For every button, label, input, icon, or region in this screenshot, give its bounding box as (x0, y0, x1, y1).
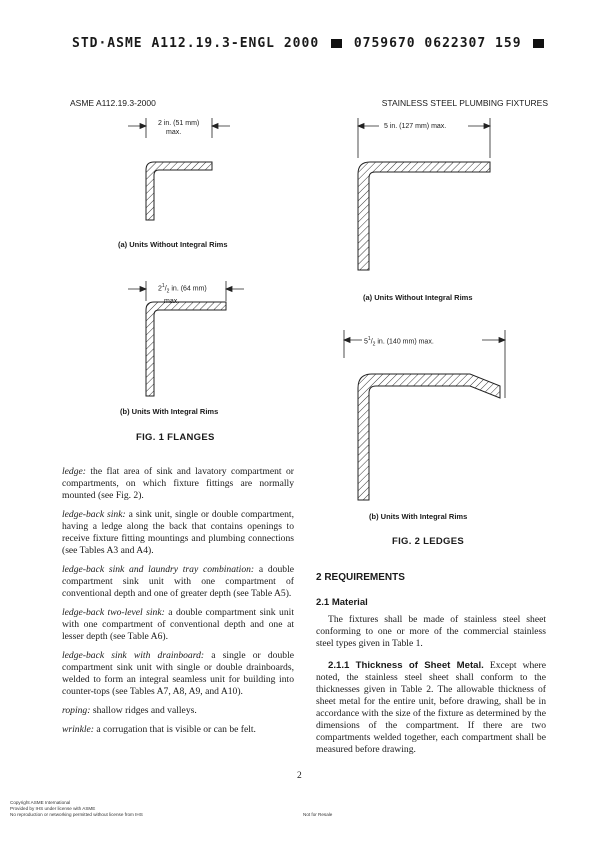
fig1a-dimension-label: 2 in. (51 mm) max. (158, 120, 200, 136)
fig2a-ledge-drawing (358, 162, 490, 270)
fig1-title: FIG. 1 FLANGES (136, 432, 215, 443)
stamp-codes: 0759670 0622307 159 (353, 36, 522, 51)
section-heading-material: 2.1 Material (316, 597, 368, 608)
definition-item: ledge-back sink with drainboard: a single or double compartment sink unit with single or double drainboards, welded to form an integral seamless unit for building into counter-tops (see Tables A7, A8, A9, and A10). (62, 650, 295, 697)
fig1a-flange-drawing (146, 162, 212, 220)
running-header-right: STAINLESS STEEL PLUMBING FIXTURES (381, 98, 548, 108)
definition-item: ledge-back sink and laundry tray combination: a double compartment sink unit with one compartment of conventional depth and one of greater depth (see Table A5). (62, 564, 295, 599)
section-heading-requirements: 2 REQUIREMENTS (316, 572, 405, 583)
definition-item: ledge: the flat area of sink and lavatory compartment or compartments, on which fixture fittings are normally mounted (see Fig. 2). (62, 466, 294, 501)
definition-item: wrinkle: a corrugation that is visible or can be felt. (62, 724, 256, 735)
fig1b-dimension-label: $2^1/_2$ in. (64 mm) max. (158, 283, 207, 305)
stamp-standard-id: STD·ASME A112.19.3-ENGL 2000 (72, 36, 320, 51)
fig2a-caption: (a) Units Without Integral Rims (363, 293, 473, 302)
fig1b-caption: (b) Units With Integral Rims (120, 407, 219, 416)
definition-item: roping: shallow ridges and valleys. (62, 705, 197, 716)
definition-item: ledge-back two-level sink: a double compartment sink unit with one compartment of conventional depth and one at lesser depth (see Table A6). (62, 607, 294, 642)
fig2b-caption: (b) Units With Integral Rims (369, 512, 468, 521)
fig2b-ledge-drawing (358, 374, 500, 500)
requirements-column (316, 614, 546, 763)
fig2a-dimension-label: 5 in. (127 mm) max. (384, 123, 447, 130)
definition-item: ledge-back sink: a sink unit, single or double compartment, having a ledge along the back that contains openings to receive fixture fitting mountings and plumbing connections (see Tables A3 and A4). (62, 509, 294, 556)
thickness-paragraph: 2.1.1 Thickness of Sheet Metal. Except where noted, the stainless steel sheet shall conform to the thicknesses given in Table 2. The allowable thickness of sheet metal for the entire unit, before drawing, shall be in accordance with the size of the fixture as determined by the dimensions of the compartment. If there are two compartments welded together, each compartment shall be measured before drawing. (316, 660, 547, 755)
definitions-column (62, 466, 294, 743)
page-number: 2 (297, 771, 302, 781)
fig1b-flange-drawing (146, 302, 226, 396)
fig1a-caption: (a) Units Without Integral Rims (118, 240, 228, 249)
material-paragraph: The fixtures shall be made of stainless steel sheet conforming to one or more of the commercial stainless steel types given in Table 1. (316, 614, 546, 649)
running-header-left: ASME A112.19.3-2000 (70, 98, 156, 108)
resale-notice: Not for Resale (303, 812, 333, 817)
fig2b-dimension-label: $5^1/_2$ in. (140 mm) max. (364, 336, 434, 348)
copyright-footer: Copyright ASME International Provided by IHS under license with ASME No reproduction or networking permitted without license from IHS (10, 800, 143, 817)
fig2-title: FIG. 2 LEDGES (392, 536, 464, 547)
